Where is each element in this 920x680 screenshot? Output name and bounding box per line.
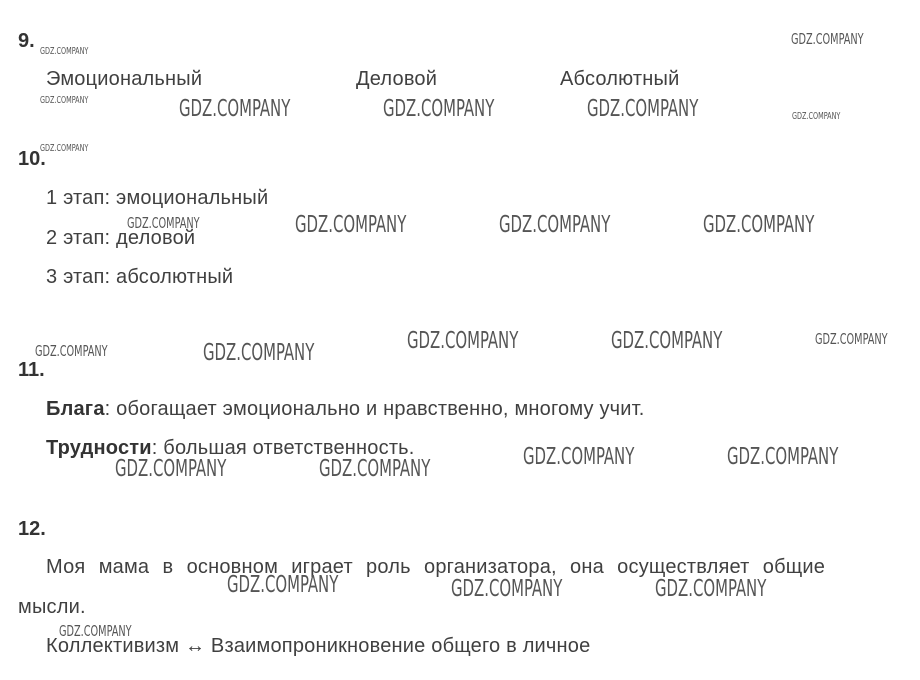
q9-word-absolute: Абсолютный: [560, 68, 680, 90]
watermark: GDZ.COMPANY: [792, 111, 841, 122]
question-number-10: 10.: [18, 148, 46, 170]
watermark: GDZ.COMPANY: [703, 212, 815, 238]
q12-line-3: Коллективизм ↔ Взаимопроникновение общего в личное: [46, 635, 591, 657]
q12-line-1: Моя мама в основном играет роль организатора, она осуществляет общие: [46, 556, 826, 578]
watermark: GDZ.COMPANY: [40, 46, 89, 57]
watermark: GDZ.COMPANY: [587, 96, 699, 122]
watermark: GDZ.COMPANY: [59, 622, 132, 640]
question-number-11: 11.: [18, 359, 45, 381]
watermark: GDZ.COMPANY: [319, 456, 431, 482]
watermark: GDZ.COMPANY: [203, 340, 315, 366]
q10-stage-1: 1 этап: эмоциональный: [46, 187, 269, 209]
q11-difficulties-label: Трудности: [46, 437, 152, 459]
q10-stage-2: 2 этап: деловой: [46, 227, 196, 249]
watermark: GDZ.COMPANY: [451, 576, 563, 602]
watermark: GDZ.COMPANY: [227, 572, 339, 598]
watermark: GDZ.COMPANY: [35, 342, 108, 360]
q9-word-business: Деловой: [356, 68, 438, 90]
watermark: GDZ.COMPANY: [40, 95, 89, 106]
watermark: GDZ.COMPANY: [655, 576, 767, 602]
watermark: GDZ.COMPANY: [40, 143, 89, 154]
q10-stage-3: 3 этап: абсолютный: [46, 266, 234, 288]
q12-line-2: мысли.: [18, 596, 86, 618]
watermark: GDZ.COMPANY: [127, 214, 200, 232]
watermark: GDZ.COMPANY: [407, 328, 519, 354]
watermark: GDZ.COMPANY: [791, 30, 864, 48]
watermark: GDZ.COMPANY: [611, 328, 723, 354]
watermark: GDZ.COMPANY: [115, 456, 227, 482]
q9-word-emotional: Эмоциональный: [46, 68, 203, 90]
q11-benefits-text: : обогащает эмоционально и нравственно, многому учит.: [104, 398, 645, 420]
q11-benefits-label: Блага: [46, 398, 105, 420]
question-number-12: 12.: [18, 518, 46, 540]
watermark: GDZ.COMPANY: [523, 444, 635, 470]
watermark: GDZ.COMPANY: [295, 212, 407, 238]
watermark: GDZ.COMPANY: [499, 212, 611, 238]
question-number-9: 9.: [18, 30, 35, 52]
watermark: GDZ.COMPANY: [727, 444, 839, 470]
q11-benefits-line: [46, 398, 645, 421]
watermark: GDZ.COMPANY: [815, 330, 888, 348]
watermark: GDZ.COMPANY: [179, 96, 291, 122]
watermark: GDZ.COMPANY: [383, 96, 495, 122]
q11-difficulties-text: : большая ответственность.: [151, 437, 415, 459]
